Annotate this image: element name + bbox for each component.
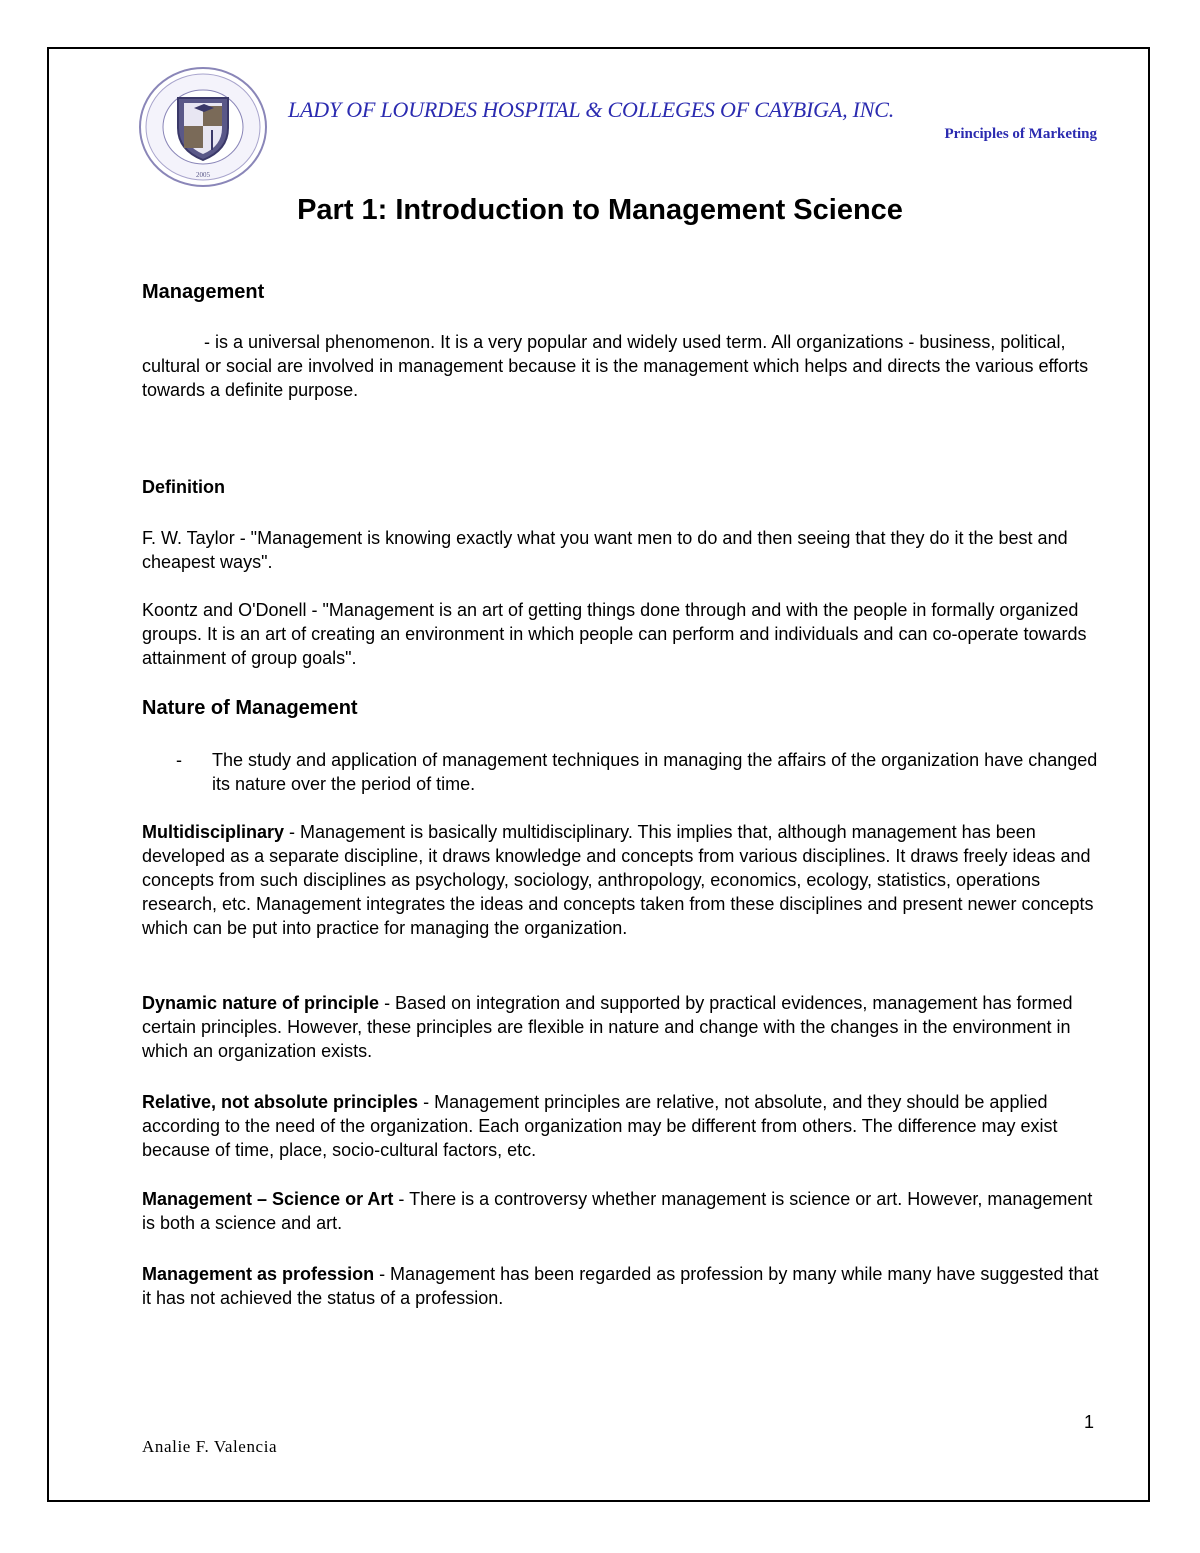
- author-name: Analie F. Valencia: [142, 1437, 278, 1456]
- school-name: LADY OF LOURDES HOSPITAL & COLLEGES OF CAYBIGA, INC.: [288, 97, 895, 122]
- bullet-dash: -: [176, 750, 182, 770]
- school-seal-icon: [138, 66, 268, 188]
- subject-name: Principles of Marketing: [944, 126, 1097, 142]
- list-item: [142, 748, 1102, 796]
- item-term: Management – Science or Art: [142, 1189, 394, 1209]
- item-term: Relative, not absolute principles: [142, 1092, 419, 1112]
- nature-item-profession: [142, 1262, 1102, 1310]
- bullet-text: The study and application of management techniques in managing the affairs of the organization have changed its nature over the period of time.: [212, 750, 1098, 794]
- page-title: Part 1: Introduction to Management Science: [297, 194, 903, 226]
- section-heading-management: Management: [142, 281, 265, 303]
- item-text: - Based on integration and supported by practical evidences, management has formed certain principles. However, these principles are flexible in nature and change with the changes in the environment in which an organization exists.: [142, 993, 1073, 1061]
- item-text: - Management has been regarded as profession by many while many have suggested that it has not achieved the status of a profession.: [142, 1264, 1099, 1308]
- item-text: - Management principles are relative, not absolute, and they should be applied according to the need of the organization. Each organization may be different from others. The difference may exist because of time, place, socio-cultural factors, etc.: [142, 1092, 1058, 1160]
- item-term: Management as profession: [142, 1264, 375, 1284]
- nature-item-dynamic: [142, 991, 1102, 1063]
- management-paragraph: - is a universal phenomenon. It is a very popular and widely used term. All organizations - business, political, cultural or social are involved in management because it is the management which helps and directs the various efforts towards a definite purpose.: [142, 332, 1089, 400]
- svg-text:2005: 2005: [196, 171, 210, 179]
- nature-item-relative: [142, 1090, 1102, 1162]
- definition-taylor: F. W. Taylor - "Management is knowing exactly what you want men to do and then seeing that they do it the best and cheapest ways".: [142, 528, 1068, 572]
- definition-koontz: Koontz and O'Donell - "Management is an art of getting things done through and with the people in formally organized groups. It is an art of creating an environment in which people can perform and individuals and can co-operate towards attainment of group goals".: [142, 600, 1087, 668]
- nature-item-science-or-art: [142, 1187, 1102, 1235]
- item-term: Multidisciplinary: [142, 822, 285, 842]
- item-text: - Management is basically multidisciplinary. This implies that, although management has been developed as a separate discipline, it draws knowledge and concepts from various disciplines. It draws freely ideas and concepts from such disciplines as psychology, sociology, anthropology, economics, ecology, statistics, operations research, etc. Management integrates the ideas and concepts taken from these disciplines and present newer concepts which can be put into practice for managing the organization.: [142, 822, 1094, 938]
- page-number: 1: [1083, 1412, 1094, 1432]
- section-heading-nature: Nature of Management: [142, 697, 358, 719]
- section-heading-definition: Definition: [142, 477, 225, 497]
- item-text: - There is a controversy whether management is science or art. However, management is both a science and art.: [142, 1189, 1093, 1233]
- item-term: Dynamic nature of principle: [142, 993, 380, 1013]
- nature-item-multidisciplinary: [142, 820, 1102, 940]
